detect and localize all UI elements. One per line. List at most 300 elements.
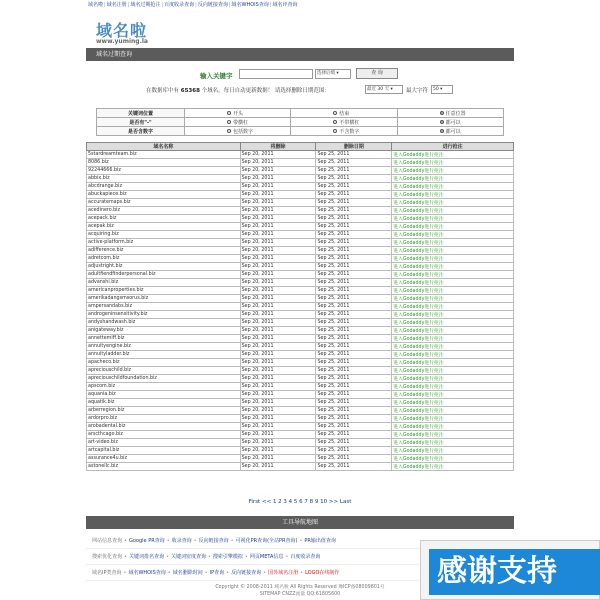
to-delete-cell: Sep 20, 2011 [240, 375, 316, 383]
table-row [87, 207, 514, 215]
domain-cell: anigateway.biz [87, 327, 241, 335]
nav-link[interactable]: 域名注册 [106, 2, 127, 8]
radio-button[interactable] [227, 111, 231, 115]
domain-cell: arobadental.biz [87, 423, 241, 431]
filter-option-label: 任意位置 [445, 110, 466, 117]
table-row [87, 335, 514, 343]
bullet-icon: • [285, 554, 289, 560]
col-to-delete: 将删除 [240, 143, 316, 151]
table-row [87, 455, 514, 463]
delete-date-cell: Sep 25, 2011 [316, 223, 392, 231]
filter-row [97, 127, 504, 136]
to-delete-cell: Sep 20, 2011 [240, 207, 316, 215]
tool-link[interactable]: 百度收录查询 [290, 554, 321, 560]
to-delete-cell: Sep 20, 2011 [240, 415, 316, 423]
to-delete-cell: Sep 20, 2011 [240, 463, 316, 471]
bullet-icon: • [124, 538, 127, 544]
domain-cell: abcdrange.biz [87, 183, 241, 191]
table-row [87, 279, 514, 287]
pager-prev[interactable]: << [261, 499, 272, 505]
nav-separator: | [228, 2, 231, 8]
tool-link[interactable]: 可视化PR查询(全站PR查询) [235, 538, 298, 544]
table-row [87, 231, 514, 239]
domain-cell: annuityladder.biz [87, 351, 241, 359]
backorder-link[interactable]: 进入Godaddy进行抢注 [392, 175, 514, 183]
to-delete-cell: Sep 20, 2011 [240, 159, 316, 167]
pager-first[interactable]: First [248, 499, 261, 505]
table-row [87, 223, 514, 231]
delete-date-cell: Sep 25, 2011 [316, 191, 392, 199]
radio-button[interactable] [333, 120, 337, 124]
to-delete-cell: Sep 20, 2011 [240, 383, 316, 391]
filter-label: 是否含数字 [97, 127, 185, 136]
tool-link[interactable]: 关键词密度查询 [170, 554, 206, 560]
domain-cell: aquania.biz [87, 391, 241, 399]
to-delete-cell: Sep 20, 2011 [240, 175, 316, 183]
tool-link[interactable]: 反向链接查询 [231, 570, 262, 576]
backorder-link[interactable]: 进入Godaddy进行抢注 [392, 343, 514, 351]
to-delete-cell: Sep 20, 2011 [240, 215, 316, 223]
domain-cell: annuityengine.biz [87, 343, 241, 351]
radio-button[interactable] [227, 129, 231, 133]
backorder-link[interactable]: 进入Godaddy进行抢注 [392, 391, 514, 399]
delete-date-cell: Sep 25, 2011 [316, 311, 392, 319]
filter-option[interactable] [185, 118, 291, 127]
delete-date-cell: Sep 25, 2011 [316, 399, 392, 407]
domain-cell: adifference.biz [87, 247, 241, 255]
backorder-link[interactable]: 进入Godaddy进行抢注 [392, 367, 514, 375]
radio-button[interactable] [440, 120, 444, 124]
backorder-link[interactable]: 进入Godaddy进行抢注 [392, 351, 514, 359]
delete-date-cell: Sep 25, 2011 [316, 439, 392, 447]
pager-next[interactable]: >> [328, 499, 339, 505]
backorder-link[interactable]: 进入Godaddy进行抢注 [392, 199, 514, 207]
table-row [87, 151, 514, 159]
table-row [87, 199, 514, 207]
to-delete-cell: Sep 20, 2011 [240, 447, 316, 455]
filter-option[interactable] [291, 127, 397, 136]
backorder-link[interactable]: 进入Godaddy进行抢注 [392, 335, 514, 343]
backorder-link[interactable]: 进入Godaddy进行抢注 [392, 447, 514, 455]
domain-cell: apacheco.biz [87, 359, 241, 367]
bullet-icon: • [263, 570, 267, 576]
tool-link[interactable]: LOGO在线制作 [305, 570, 340, 576]
search-input[interactable] [239, 69, 313, 79]
table-row [87, 183, 514, 191]
delete-date-cell: Sep 25, 2011 [316, 343, 392, 351]
backorder-link[interactable]: 进入Godaddy进行抢注 [392, 247, 514, 255]
backorder-link[interactable]: 进入Godaddy进行抢注 [392, 359, 514, 367]
filter-option-label: 带横杠 [233, 119, 249, 126]
delete-date-cell: Sep 25, 2011 [316, 407, 392, 415]
filter-label: 是否有"-" [97, 118, 185, 127]
backorder-link[interactable]: 进入Godaddy进行抢注 [392, 423, 514, 431]
stats-row [86, 84, 514, 95]
backorder-link[interactable]: 进入Godaddy进行抢注 [392, 327, 514, 335]
bullet-icon: • [166, 538, 170, 544]
table-row [87, 287, 514, 295]
section-title: 域名过期查询 [86, 48, 514, 61]
nav-separator: | [127, 2, 130, 8]
backorder-link[interactable]: 进入Godaddy进行抢注 [392, 263, 514, 271]
delete-date-cell: Sep 25, 2011 [316, 431, 392, 439]
delete-date-cell: Sep 25, 2011 [316, 367, 392, 375]
backorder-link[interactable]: 进入Godaddy进行抢注 [392, 151, 514, 159]
to-delete-cell: Sep 20, 2011 [240, 423, 316, 431]
backorder-link[interactable]: 进入Godaddy进行抢注 [392, 223, 514, 231]
domain-cell: 5stardreamteam.biz [87, 151, 241, 159]
table-row [87, 239, 514, 247]
filter-row [97, 109, 504, 118]
domain-cell: apreciouschildfoundation.biz [87, 375, 241, 383]
backorder-link[interactable]: 进入Godaddy进行抢注 [392, 215, 514, 223]
backorder-link[interactable]: 进入Godaddy进行抢注 [392, 463, 514, 471]
table-row [87, 271, 514, 279]
domain-cell: andyshandwash.biz [87, 319, 241, 327]
to-delete-cell: Sep 20, 2011 [240, 351, 316, 359]
domain-cell: acedinero.biz [87, 207, 241, 215]
maxlen-select[interactable]: 50 ▾ [431, 85, 453, 94]
bullet-icon: • [207, 554, 211, 560]
filter-option-label: 开头 [233, 110, 244, 117]
to-delete-cell: Sep 20, 2011 [240, 407, 316, 415]
domain-cell: arberregion.biz [87, 407, 241, 415]
filter-option[interactable] [185, 109, 291, 118]
to-delete-cell: Sep 20, 2011 [240, 199, 316, 207]
to-delete-cell: Sep 20, 2011 [240, 327, 316, 335]
to-delete-cell: Sep 20, 2011 [240, 247, 316, 255]
domain-cell: advanshi.biz [87, 279, 241, 287]
bullet-icon: • [193, 538, 197, 544]
filter-option[interactable] [397, 118, 503, 127]
domain-cell: americanproperties.biz [87, 287, 241, 295]
nav-separator: | [161, 2, 164, 8]
top-nav [86, 0, 514, 10]
to-delete-cell: Sep 20, 2011 [240, 335, 316, 343]
domain-cell: artcapital.biz [87, 447, 241, 455]
table-row [87, 359, 514, 367]
filter-option[interactable] [185, 127, 291, 136]
filter-label: 关键词位置 [97, 109, 185, 118]
domain-cell: aquatik.biz [87, 399, 241, 407]
suffix-select[interactable]: 选择后缀 ▾ [315, 69, 351, 79]
table-row [87, 215, 514, 223]
search-label: 输入关键字 [200, 72, 233, 80]
delete-date-cell: Sep 25, 2011 [316, 199, 392, 207]
to-delete-cell: Sep 20, 2011 [240, 279, 316, 287]
filter-option[interactable] [397, 109, 503, 118]
nav-link[interactable]: 域名WHOIS查询 [231, 2, 269, 8]
delete-date-cell: Sep 25, 2011 [316, 295, 392, 303]
backorder-link[interactable]: 进入Godaddy进行抢注 [392, 407, 514, 415]
domain-count: 65368 [180, 88, 200, 94]
domain-cell: abbix.biz [87, 175, 241, 183]
table-row [87, 167, 514, 175]
domain-cell: abuckapiece.biz [87, 191, 241, 199]
table-header-row [87, 143, 514, 151]
table-row [87, 255, 514, 263]
nav-separator: | [195, 2, 197, 8]
to-delete-cell: Sep 20, 2011 [240, 455, 316, 463]
backorder-link[interactable]: 进入Godaddy进行抢注 [392, 439, 514, 447]
to-delete-cell: Sep 20, 2011 [240, 343, 316, 351]
delete-date-cell: Sep 25, 2011 [316, 423, 392, 431]
table-row [87, 263, 514, 271]
domain-cell: ardorpro.biz [87, 415, 241, 423]
stats-text [146, 86, 330, 94]
to-delete-cell: Sep 20, 2011 [240, 287, 316, 295]
search-button[interactable]: 查 询 [356, 68, 398, 79]
table-row [87, 391, 514, 399]
filter-option[interactable] [291, 109, 397, 118]
domain-cell: acepak.biz [87, 223, 241, 231]
delete-date-cell: Sep 25, 2011 [316, 391, 392, 399]
radio-button[interactable] [440, 111, 444, 115]
tool-link[interactable]: PR输出值查询 [304, 538, 336, 544]
domain-cell: art-video.biz [87, 439, 241, 447]
nav-link[interactable]: 反向链接查询 [197, 2, 228, 8]
backorder-link[interactable]: 进入Godaddy进行抢注 [392, 311, 514, 319]
radio-button[interactable] [333, 129, 337, 133]
filter-option[interactable] [397, 127, 503, 136]
tool-link[interactable]: 反向链接查询 [198, 538, 229, 544]
table-row [87, 407, 514, 415]
tool-link[interactable]: 搜索引擎模拟 [212, 554, 243, 560]
delete-date-cell: Sep 25, 2011 [316, 415, 392, 423]
tool-link[interactable]: 域名WHOIS查询 [128, 570, 166, 576]
delete-date-cell: Sep 25, 2011 [316, 167, 392, 175]
nav-separator: | [104, 2, 106, 8]
domain-cell: amerikadangsmsorus.biz [87, 295, 241, 303]
to-delete-cell: Sep 20, 2011 [240, 239, 316, 247]
delete-date-cell: Sep 25, 2011 [316, 327, 392, 335]
delete-date-cell: Sep 25, 2011 [316, 263, 392, 271]
nav-link[interactable]: 百度收录查询 [164, 2, 195, 8]
to-delete-cell: Sep 20, 2011 [240, 399, 316, 407]
tool-link[interactable]: 关键词排名查询 [128, 554, 164, 560]
filter-table [96, 108, 504, 136]
delete-date-cell: Sep 25, 2011 [316, 247, 392, 255]
backorder-link[interactable]: 进入Godaddy进行抢注 [392, 383, 514, 391]
logo-subtitle: www.yuming.la [96, 38, 148, 45]
delete-date-cell: Sep 25, 2011 [316, 175, 392, 183]
domain-cell: assurance4u.biz [87, 455, 241, 463]
delete-date-cell: Sep 25, 2011 [316, 255, 392, 263]
filter-option-label: 都可以 [445, 128, 461, 135]
backorder-link[interactable]: 进入Godaddy进行抢注 [392, 455, 514, 463]
tool-row-category: 网站信息查询 [92, 538, 123, 544]
to-delete-cell: Sep 20, 2011 [240, 359, 316, 367]
delete-date-cell: Sep 25, 2011 [316, 215, 392, 223]
footer-copyright: Copyright © 2008-2011 域名啦 All Rights Reserved 豫ICP备08009801号 [215, 585, 385, 590]
filter-option-label: 包括数字 [233, 128, 254, 135]
backorder-link[interactable]: 进入Godaddy进行抢注 [392, 319, 514, 327]
delete-date-cell: Sep 25, 2011 [316, 375, 392, 383]
bullet-icon: • [244, 554, 248, 560]
maxlen-label: 最大字符 [406, 88, 429, 94]
logo-title[interactable]: 域名啦 [96, 21, 148, 40]
filter-row [97, 118, 504, 127]
domain-cell: adultfiendfinderpersonal.biz [87, 271, 241, 279]
delete-date-cell: Sep 25, 2011 [316, 383, 392, 391]
logo-area [86, 10, 514, 48]
table-row [87, 399, 514, 407]
search-row [86, 68, 514, 82]
backorder-link[interactable]: 进入Godaddy进行抢注 [392, 303, 514, 311]
delete-date-cell: Sep 25, 2011 [316, 303, 392, 311]
filter-option-label: 结束 [339, 110, 350, 117]
table-row [87, 303, 514, 311]
date-range-select[interactable]: 最近 30 天 ▾ [365, 85, 403, 94]
to-delete-cell: Sep 20, 2011 [240, 391, 316, 399]
stats-suffix: 个域名，每日自动更新数据！ 请选择删除日期范围： [201, 88, 330, 94]
delete-date-cell: Sep 25, 2011 [316, 239, 392, 247]
table-row [87, 351, 514, 359]
to-delete-cell: Sep 20, 2011 [240, 263, 316, 271]
tool-link[interactable]: IP查询 [209, 570, 225, 576]
filter-option[interactable] [291, 118, 397, 127]
table-row [87, 367, 514, 375]
backorder-link[interactable]: 进入Godaddy进行抢注 [392, 271, 514, 279]
backorder-link[interactable]: 进入Godaddy进行抢注 [392, 415, 514, 423]
delete-date-cell: Sep 25, 2011 [316, 287, 392, 295]
domain-cell: 8086.biz [87, 159, 241, 167]
tool-row-category: 搜索优化查询 [92, 554, 123, 560]
nav-link[interactable]: 域名啦 [88, 2, 104, 8]
table-row [87, 175, 514, 183]
backorder-link[interactable]: 进入Godaddy进行抢注 [392, 375, 514, 383]
domain-cell: adjustright.biz [87, 263, 241, 271]
to-delete-cell: Sep 20, 2011 [240, 183, 316, 191]
table-row [87, 319, 514, 327]
delete-date-cell: Sep 25, 2011 [316, 455, 392, 463]
filter-option-label: 不带横杠 [339, 119, 360, 126]
table-row [87, 415, 514, 423]
backorder-link[interactable]: 进入Godaddy进行抢注 [392, 239, 514, 247]
to-delete-cell: Sep 20, 2011 [240, 151, 316, 159]
domain-cell: apreciouschild.biz [87, 367, 241, 375]
table-row [87, 159, 514, 167]
tool-row-category: 域名IP类查询 [92, 570, 122, 576]
pager-pages[interactable]: 1 2 3 4 5 6 7 8 9 10 [272, 499, 328, 505]
delete-date-cell: Sep 25, 2011 [316, 279, 392, 287]
nav-separator: | [269, 2, 272, 8]
table-row [87, 431, 514, 439]
pager [86, 499, 514, 505]
radio-button[interactable] [227, 120, 231, 124]
to-delete-cell: Sep 20, 2011 [240, 255, 316, 263]
bullet-icon: • [167, 570, 171, 576]
col-domain: 域名名称 [87, 143, 241, 151]
table-row [87, 439, 514, 447]
delete-date-cell: Sep 25, 2011 [316, 359, 392, 367]
backorder-link[interactable]: 进入Godaddy进行抢注 [392, 287, 514, 295]
to-delete-cell: Sep 20, 2011 [240, 231, 316, 239]
backorder-link[interactable]: 进入Godaddy进行抢注 [392, 231, 514, 239]
backorder-link[interactable]: 进入Godaddy进行抢注 [392, 167, 514, 175]
domain-cell: annettemiff.biz [87, 335, 241, 343]
table-row [87, 311, 514, 319]
domain-cell: 92244666.biz [87, 167, 241, 175]
backorder-link[interactable]: 进入Godaddy进行抢注 [392, 207, 514, 215]
bullet-icon: • [299, 538, 303, 544]
delete-date-cell: Sep 25, 2011 [316, 183, 392, 191]
delete-date-cell: Sep 25, 2011 [316, 463, 392, 471]
table-row [87, 343, 514, 351]
tool-link[interactable]: 收录查询 [171, 538, 192, 544]
domain-cell: acepack.biz [87, 215, 241, 223]
col-backorder: 进行抢注 [392, 143, 514, 151]
delete-date-cell: Sep 25, 2011 [316, 231, 392, 239]
bullet-icon: • [226, 570, 230, 576]
radio-button[interactable] [333, 111, 337, 115]
bullet-icon: • [204, 570, 208, 576]
radio-button[interactable] [440, 129, 444, 133]
bullet-icon: • [123, 570, 127, 576]
delete-date-cell: Sep 25, 2011 [316, 151, 392, 159]
filter-option-label: 都可以 [445, 119, 461, 126]
table-row [87, 327, 514, 335]
tool-link[interactable]: 域名删除时间 [172, 570, 203, 576]
to-delete-cell: Sep 20, 2011 [240, 431, 316, 439]
to-delete-cell: Sep 20, 2011 [240, 223, 316, 231]
bullet-icon: • [230, 538, 234, 544]
tool-link[interactable]: 网页META信息 [249, 554, 284, 560]
tool-link[interactable]: 国外域名注册 [268, 570, 299, 576]
table-row [87, 295, 514, 303]
backorder-link[interactable]: 进入Godaddy进行抢注 [392, 183, 514, 191]
bullet-icon: • [300, 570, 304, 576]
backorder-link[interactable]: 进入Godaddy进行抢注 [392, 159, 514, 167]
delete-date-cell: Sep 25, 2011 [316, 319, 392, 327]
to-delete-cell: Sep 20, 2011 [240, 439, 316, 447]
domain-cell: ampersandabs.biz [87, 303, 241, 311]
banner-text: 感谢支持 [429, 549, 600, 595]
to-delete-cell: Sep 20, 2011 [240, 367, 316, 375]
backorder-link[interactable]: 进入Godaddy进行抢注 [392, 255, 514, 263]
domain-cell: androgeninsensitivity.biz [87, 311, 241, 319]
to-delete-cell: Sep 20, 2011 [240, 303, 316, 311]
table-row [87, 423, 514, 431]
table-row [87, 447, 514, 455]
thanks-banner[interactable] [420, 540, 600, 600]
domain-cell: active-platform.biz [87, 239, 241, 247]
backorder-link[interactable]: 进入Godaddy进行抢注 [392, 431, 514, 439]
to-delete-cell: Sep 20, 2011 [240, 167, 316, 175]
backorder-link[interactable]: 进入Godaddy进行抢注 [392, 191, 514, 199]
to-delete-cell: Sep 20, 2011 [240, 271, 316, 279]
domain-cell: acquiring.biz [87, 231, 241, 239]
domain-cell: adretcom.biz [87, 255, 241, 263]
table-row [87, 247, 514, 255]
to-delete-cell: Sep 20, 2011 [240, 319, 316, 327]
domain-cell: astonellc.biz [87, 463, 241, 471]
results-table [86, 142, 514, 471]
pager-last[interactable]: Last [339, 499, 352, 505]
nav-link[interactable]: 域名评查询 [272, 2, 298, 8]
backorder-link[interactable]: 进入Godaddy进行抢注 [392, 279, 514, 287]
tools-title: 工具导航地图 [86, 516, 514, 529]
delete-date-cell: Sep 25, 2011 [316, 351, 392, 359]
bullet-icon: • [124, 554, 127, 560]
table-row [87, 375, 514, 383]
backorder-link[interactable]: 进入Godaddy进行抢注 [392, 399, 514, 407]
tool-link[interactable]: Google PR查询 [128, 538, 165, 544]
nav-link[interactable]: 域名过期抢注 [130, 2, 161, 8]
footer-links[interactable]: SITEMAP CNZZ流量 QQ:61805600 [259, 592, 341, 597]
delete-date-cell: Sep 25, 2011 [316, 159, 392, 167]
backorder-link[interactable]: 进入Godaddy进行抢注 [392, 295, 514, 303]
